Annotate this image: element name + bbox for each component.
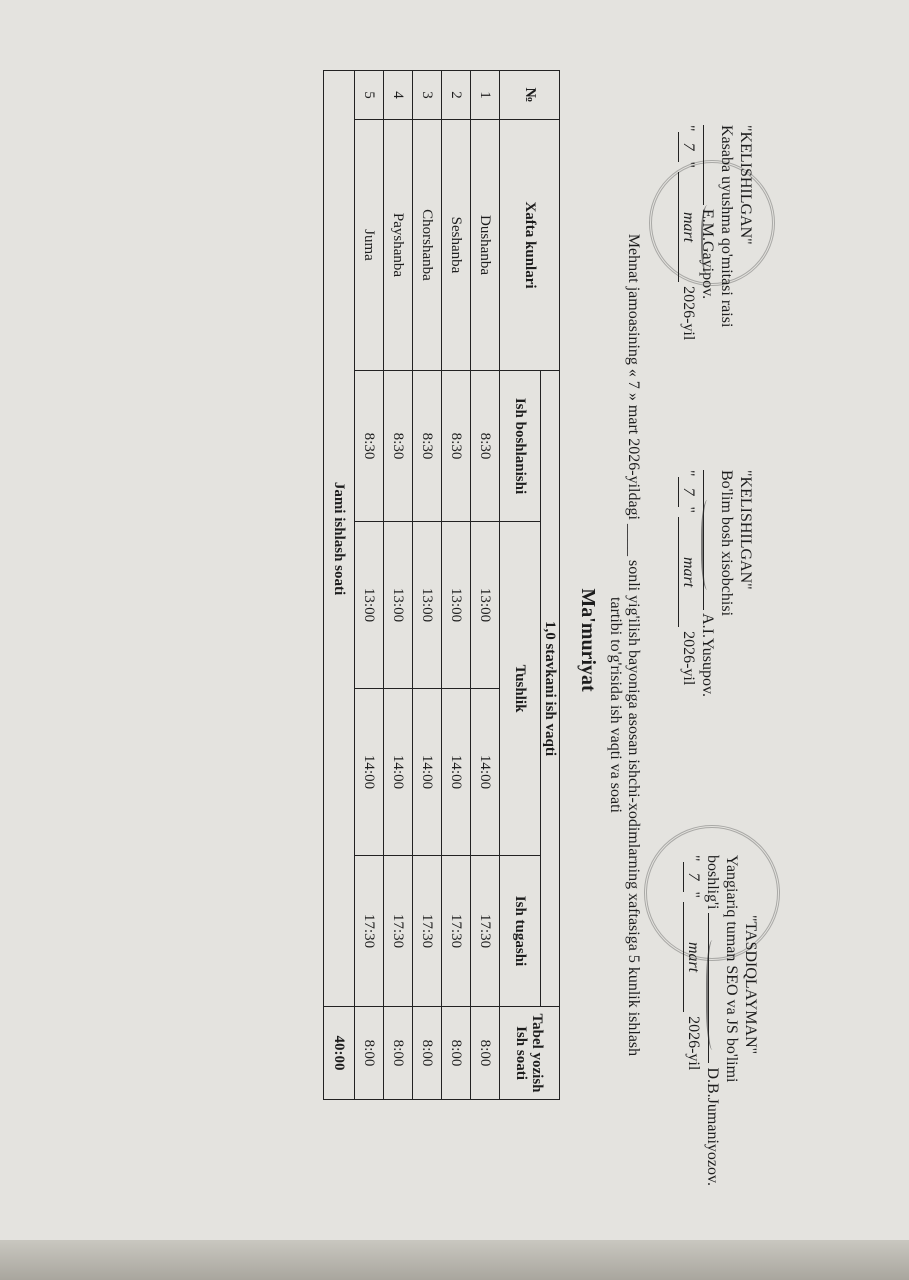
right-signature bbox=[706, 940, 722, 1050]
header-no: № bbox=[499, 71, 559, 120]
left-approval-block bbox=[678, 125, 755, 425]
center-approval-name: A.I.Yusupov. bbox=[698, 613, 716, 697]
left-approval-date: "7" mart 2026-yil bbox=[679, 125, 697, 341]
total-value: 40:00 bbox=[323, 1007, 354, 1100]
cell-end: 17:30 bbox=[412, 856, 441, 1007]
cell-end: 17:30 bbox=[470, 856, 499, 1007]
header-end: Ish tugashi bbox=[499, 856, 540, 1007]
left-signature bbox=[701, 205, 717, 275]
cell-start: 8:30 bbox=[441, 371, 470, 522]
cell-hours: 8:00 bbox=[354, 1007, 383, 1100]
table-body bbox=[354, 71, 499, 1100]
left-approval-signature-line bbox=[698, 125, 717, 425]
cell-no: 5 bbox=[354, 71, 383, 120]
cell-day: Dushanba bbox=[470, 120, 499, 371]
right-approval-signature-line: boshlig'i D.B.Jumaniyozov. bbox=[703, 855, 721, 1186]
cell-day: Payshanba bbox=[383, 120, 412, 371]
work-schedule-table bbox=[323, 70, 560, 1100]
right-approval-position: Yangiariq tuman SEO va JS bo'limi bbox=[722, 855, 740, 1083]
cell-day: Chorshanba bbox=[412, 120, 441, 371]
table-row bbox=[354, 71, 383, 1100]
table-row bbox=[412, 71, 441, 1100]
header-day: Xafta kunlari bbox=[499, 120, 559, 371]
cell-no: 3 bbox=[412, 71, 441, 120]
cell-start: 8:30 bbox=[383, 371, 412, 522]
intro-line-1: Mehnat jamoasining « 7 » mart 2026-yildagi ____ sonli yig'ilish bayoniga asosan ishchi-xodimlarning xaftasiga 5 kunlik ishlash bbox=[624, 233, 642, 1057]
center-signature bbox=[701, 500, 717, 590]
cell-start: 8:30 bbox=[412, 371, 441, 522]
cell-lunch-from: 13:00 bbox=[412, 522, 441, 689]
cell-no: 1 bbox=[470, 71, 499, 120]
header-lunch: Tushlik bbox=[499, 522, 540, 856]
right-approval-name: D.B.Jumaniyozov. bbox=[703, 1067, 721, 1186]
right-approval-block bbox=[683, 855, 760, 1255]
cell-lunch-to: 14:00 bbox=[470, 689, 499, 856]
rotated-document bbox=[15, 10, 895, 1270]
header-tabel: Tabel yozish Ish soati bbox=[499, 1007, 559, 1100]
cell-lunch-from: 13:00 bbox=[354, 522, 383, 689]
table-group-header-row bbox=[540, 71, 559, 1100]
total-label: Jami ishlash soati bbox=[323, 71, 354, 1007]
center-approval-date: "7" mart 2026-yil bbox=[679, 470, 697, 686]
right-approval-date: "7" mart 2026-yil bbox=[684, 855, 702, 1071]
cell-end: 17:30 bbox=[354, 856, 383, 1007]
table-row bbox=[441, 71, 470, 1100]
intro-text bbox=[606, 70, 642, 1220]
header-start: Ish boshlanishi bbox=[499, 371, 540, 522]
cell-no: 4 bbox=[383, 71, 412, 120]
cell-lunch-from: 13:00 bbox=[383, 522, 412, 689]
left-approval-name: E.M.Gayipov. bbox=[698, 209, 716, 300]
cell-start: 8:30 bbox=[470, 371, 499, 522]
section-heading: Ma'muriyat bbox=[576, 588, 599, 692]
center-approval-title: "KELISHILGAN" bbox=[736, 470, 754, 590]
cell-lunch-to: 14:00 bbox=[441, 689, 470, 856]
cell-end: 17:30 bbox=[441, 856, 470, 1007]
left-approval-title: "KELISHILGAN" bbox=[736, 125, 754, 245]
cell-start: 8:30 bbox=[354, 371, 383, 522]
cell-lunch-from: 13:00 bbox=[441, 522, 470, 689]
cell-day: Seshanba bbox=[441, 120, 470, 371]
cell-lunch-from: 13:00 bbox=[470, 522, 499, 689]
cell-hours: 8:00 bbox=[383, 1007, 412, 1100]
cell-no: 2 bbox=[441, 71, 470, 120]
cell-hours: 8:00 bbox=[412, 1007, 441, 1100]
cell-end: 17:30 bbox=[383, 856, 412, 1007]
cell-lunch-to: 14:00 bbox=[412, 689, 441, 856]
cell-lunch-to: 14:00 bbox=[383, 689, 412, 856]
left-approval-position: Kasaba uyushma qo'mitasi raisi bbox=[717, 125, 735, 328]
table-row bbox=[470, 71, 499, 1100]
header-group: 1,0 stavkani ish vaqti bbox=[540, 371, 559, 1007]
center-approval-position: Bo'lim bosh xisobchisi bbox=[717, 470, 735, 617]
table-total-row bbox=[323, 71, 354, 1100]
intro-line-2: tartibi to'g'risida ish vaqti va soati bbox=[606, 597, 624, 813]
cell-hours: 8:00 bbox=[470, 1007, 499, 1100]
cell-day: Juma bbox=[354, 120, 383, 371]
table-row bbox=[383, 71, 412, 1100]
cell-lunch-to: 14:00 bbox=[354, 689, 383, 856]
right-approval-title: "TASDIQLAYMAN" bbox=[741, 915, 759, 1055]
cell-hours: 8:00 bbox=[441, 1007, 470, 1100]
